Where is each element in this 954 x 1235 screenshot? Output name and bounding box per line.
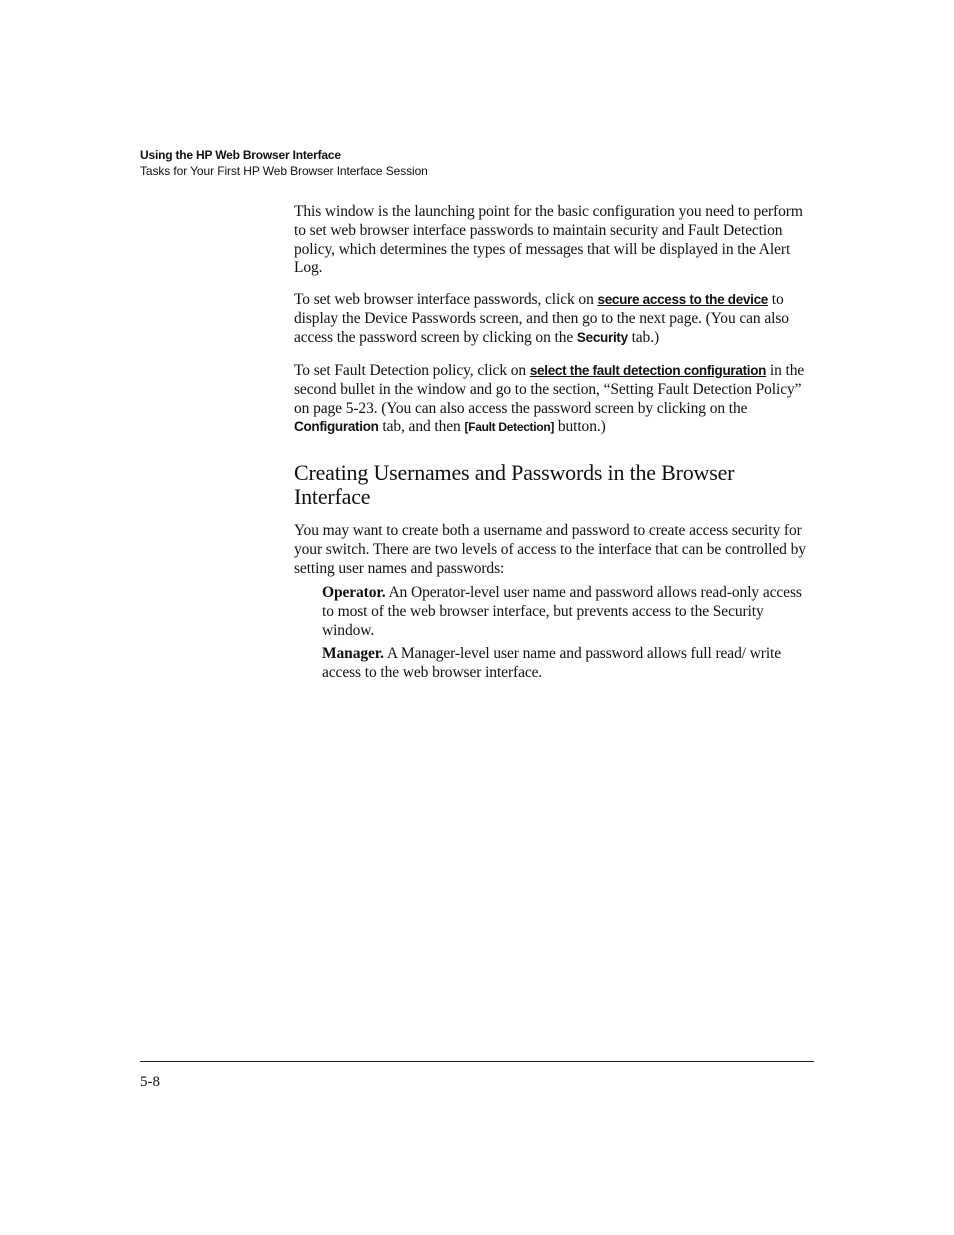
manager-item: [322, 645, 814, 683]
fault-text-middle2: tab, and then: [378, 418, 465, 436]
operator-term: Operator.: [322, 584, 386, 601]
section-intro-text: You may want to create both a username and password to create access security for your switch. There are two levels of access to the interface that can be controlled by setting user names and passwords:: [294, 522, 806, 577]
intro-text: This window is the launching point for the basic configuration you need to perform to set web browser interface passwords to maintain security and Fault Detection policy, which determines the types of messages that will be displayed in the Alert Log.: [294, 203, 803, 277]
section-intro-paragraph: [294, 522, 814, 578]
manager-term: Manager.: [322, 645, 384, 662]
fault-text-before: To set Fault Detection policy, click on: [294, 362, 530, 379]
operator-item: [322, 584, 814, 640]
passwords-paragraph: [294, 291, 814, 347]
fault-paragraph: [294, 362, 814, 437]
configuration-tab-label: Configuration: [294, 419, 379, 435]
section-title: Tasks for Your First HP Web Browser Interface Session: [140, 164, 428, 178]
operator-desc: An Operator-level user name and password allows read-only access to most of the web browser interface, but prevents access to the Security window.: [322, 584, 802, 639]
passwords-text-before: To set web browser interface passwords, click on: [294, 291, 598, 308]
fault-text-after: button.): [554, 418, 606, 436]
chapter-title: Using the HP Web Browser Interface: [140, 148, 341, 162]
fault-detection-button-label: [Fault Detection]: [464, 420, 555, 435]
footer-rule: [140, 1061, 814, 1062]
page-number: 5-8: [140, 1074, 160, 1090]
fault-text-middle: in the second bullet in the window and go to the section, “Setting Fault Detection Policy” on page 5-23. (You can also access the password screen by clicking on the: [294, 362, 805, 417]
section-heading: Creating Usernames and Passwords in the Browser Interface: [294, 460, 735, 509]
running-header: [140, 147, 428, 179]
passwords-text-middle: to display the Device Passwords screen, and then go to the next page. (You can also access the password screen by clicking on the: [294, 291, 789, 346]
intro-paragraph: [294, 203, 814, 278]
secure-access-link[interactable]: secure access to the device: [597, 292, 769, 307]
fault-detection-link[interactable]: select the fault detection configuration: [529, 363, 767, 378]
manager-desc: A Manager-level user name and password allows full read/ write access to the web browser interface.: [322, 645, 782, 681]
passwords-text-after: tab.): [627, 328, 660, 346]
security-tab-label: Security: [576, 329, 628, 345]
